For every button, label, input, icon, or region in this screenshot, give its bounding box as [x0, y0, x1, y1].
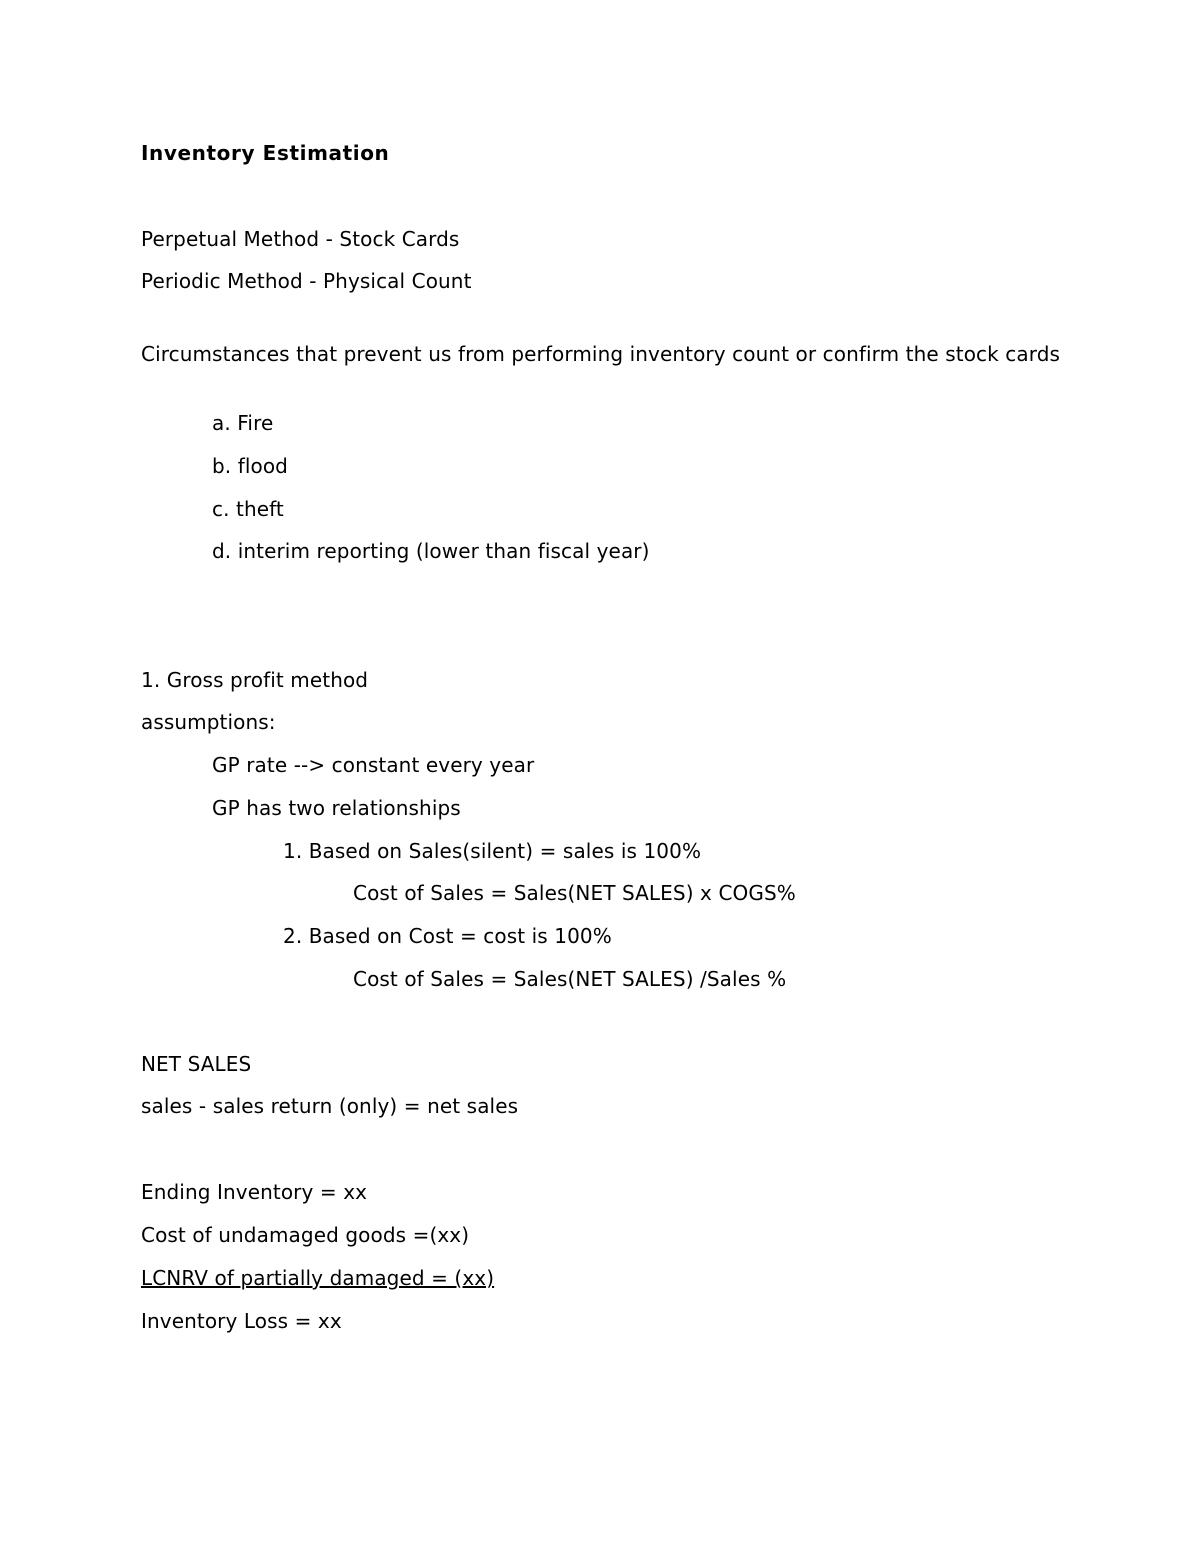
page-title: Inventory Estimation	[141, 141, 390, 165]
list-item-fire: a. Fire	[212, 411, 274, 435]
list-item-flood: b. flood	[212, 454, 288, 478]
undamaged-goods-line: Cost of undamaged goods =(xx)	[141, 1223, 470, 1247]
relationship-cost-line: 2. Based on Cost = cost is 100%	[283, 924, 612, 948]
net-sales-formula: sales - sales return (only) = net sales	[141, 1094, 519, 1118]
assumptions-label: assumptions:	[141, 710, 276, 734]
ending-inventory-line: Ending Inventory = xx	[141, 1180, 368, 1204]
gp-relationships-line: GP has two relationships	[212, 796, 461, 820]
formula-cost-line: Cost of Sales = Sales(NET SALES) /Sales %	[353, 967, 787, 991]
lcnrv-line: LCNRV of partially damaged = (xx)	[141, 1266, 495, 1290]
gross-profit-heading: 1. Gross profit method	[141, 668, 369, 692]
periodic-method-line: Periodic Method - Physical Count	[141, 269, 472, 293]
relationship-sales-line: 1. Based on Sales(silent) = sales is 100%	[283, 839, 702, 863]
net-sales-heading: NET SALES	[141, 1052, 252, 1076]
gp-rate-line: GP rate --> constant every year	[212, 753, 535, 777]
perpetual-method-line: Perpetual Method - Stock Cards	[141, 227, 460, 251]
list-item-interim-reporting: d. interim reporting (lower than fiscal year)	[212, 539, 650, 563]
inventory-loss-line: Inventory Loss = xx	[141, 1309, 342, 1333]
formula-sales-line: Cost of Sales = Sales(NET SALES) x COGS%	[353, 881, 796, 905]
list-item-theft: c. theft	[212, 497, 284, 521]
circumstances-intro: Circumstances that prevent us from performing inventory count or confirm the stock cards	[141, 342, 1061, 366]
